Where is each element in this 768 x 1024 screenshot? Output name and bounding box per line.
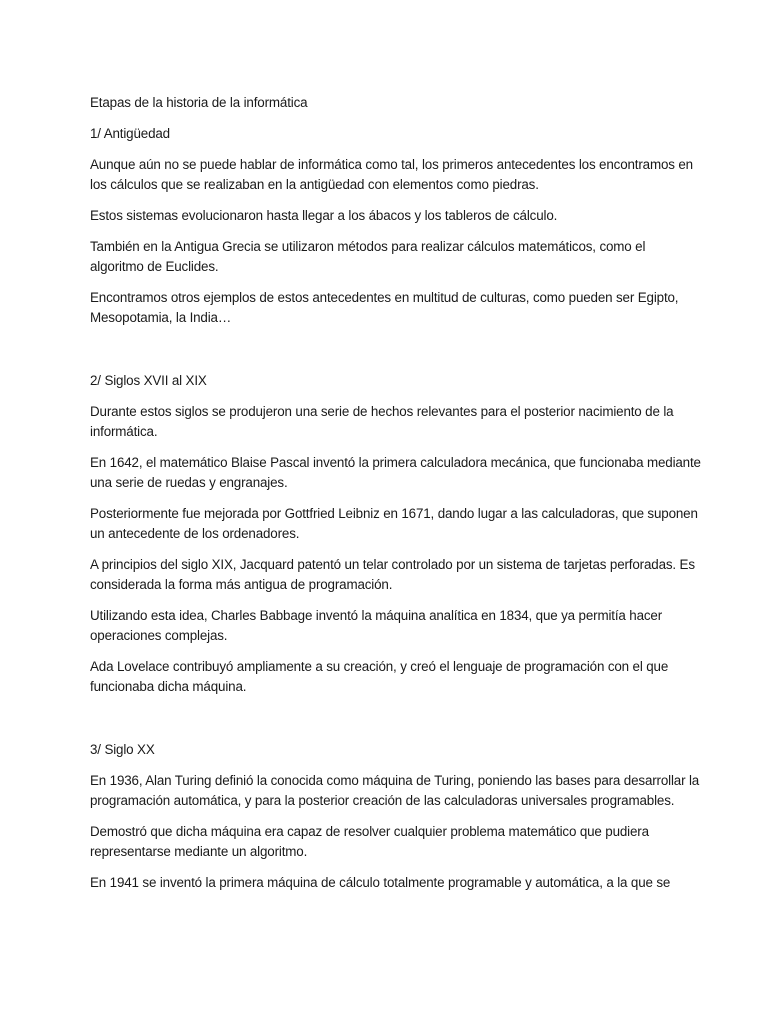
paragraph: [90, 657, 690, 697]
section-heading: 2/ Siglos XVII al XIX: [90, 373, 207, 388]
paragraph-line: programación automática, y para la posterior creación de las calculadoras universales programables.: [90, 793, 675, 808]
section-heading: 3/ Siglo XX: [90, 742, 155, 757]
paragraph: [90, 206, 690, 226]
document-page: [90, 93, 701, 904]
paragraph-line: También en la Antigua Grecia se utilizaron métodos para realizar cálculos matemáticos, como el: [90, 239, 646, 254]
paragraph-line: una serie de ruedas y engranajes.: [90, 475, 288, 490]
paragraph-line: considerada la forma más antigua de programación.: [90, 577, 393, 592]
document-title: Etapas de la historia de la informática: [90, 95, 308, 110]
paragraph: [90, 288, 690, 328]
paragraph-line: informática.: [90, 424, 158, 439]
section-spacer: [90, 708, 690, 740]
paragraph-line: Posteriormente fue mejorada por Gottfried Leibniz en 1671, dando lugar a las calculadoras, que suponen: [90, 506, 698, 521]
paragraph-line: Demostró que dicha máquina era capaz de resolver cualquier problema matemático que pudiera: [90, 824, 649, 839]
paragraph: [90, 237, 690, 277]
paragraph-line: En 1936, Alan Turing definió la conocida como máquina de Turing, poniendo las bases para desarrollar la: [90, 773, 700, 788]
paragraph-line: Durante estos siglos se produjeron una serie de hechos relevantes para el posterior nacimiento de la: [90, 404, 674, 419]
paragraph-line: Mesopotamia, la India…: [90, 310, 232, 325]
paragraph-line: representarse mediante un algoritmo.: [90, 844, 308, 859]
section-heading: 1/ Antigüedad: [90, 126, 170, 141]
section-antiguedad: [90, 124, 693, 328]
paragraph: [90, 504, 698, 544]
paragraph-line: Ada Lovelace contribuyó ampliamente a su creación, y creó el lenguaje de programación con el que: [90, 659, 669, 674]
paragraph-line: A principios del siglo XIX, Jacquard patentó un telar controlado por un sistema de tarjetas perforadas. Es: [90, 557, 695, 572]
paragraph-line: Encontramos otros ejemplos de estos antecedentes en multitud de culturas, como pueden ser Egipto,: [90, 290, 679, 305]
paragraph-line: un antecedente de los ordenadores.: [90, 526, 300, 541]
section-siglos-xvii-xix: [90, 371, 701, 697]
paragraph: [90, 873, 690, 893]
paragraph: [90, 453, 701, 493]
section-siglo-xx: [90, 740, 700, 893]
paragraph: [90, 822, 690, 862]
paragraph-line: Estos sistemas evolucionaron hasta llegar a los ábacos y los tableros de cálculo.: [90, 208, 558, 223]
paragraph-line: En 1941 se inventó la primera máquina de cálculo totalmente programable y automática, a la que se: [90, 875, 671, 890]
paragraph: [90, 555, 695, 595]
paragraph: [90, 606, 690, 646]
paragraph-line: En 1642, el matemático Blaise Pascal inventó la primera calculadora mecánica, que funcionaba mediante: [90, 455, 701, 470]
paragraph: [90, 155, 693, 195]
paragraph-line: funcionaba dicha máquina.: [90, 679, 247, 694]
paragraph-line: Aunque aún no se puede hablar de informática como tal, los primeros antecedentes los encontramos en: [90, 157, 693, 172]
paragraph: [90, 402, 690, 442]
paragraph-line: algoritmo de Euclides.: [90, 259, 219, 274]
paragraph: [90, 771, 700, 811]
paragraph-line: operaciones complejas.: [90, 628, 228, 643]
paragraph-line: Utilizando esta idea, Charles Babbage inventó la máquina analítica en 1834, que ya permitía hacer: [90, 608, 663, 623]
section-spacer: [90, 339, 690, 371]
paragraph-line: los cálculos que se realizaban en la antigüedad con elementos como piedras.: [90, 177, 539, 192]
